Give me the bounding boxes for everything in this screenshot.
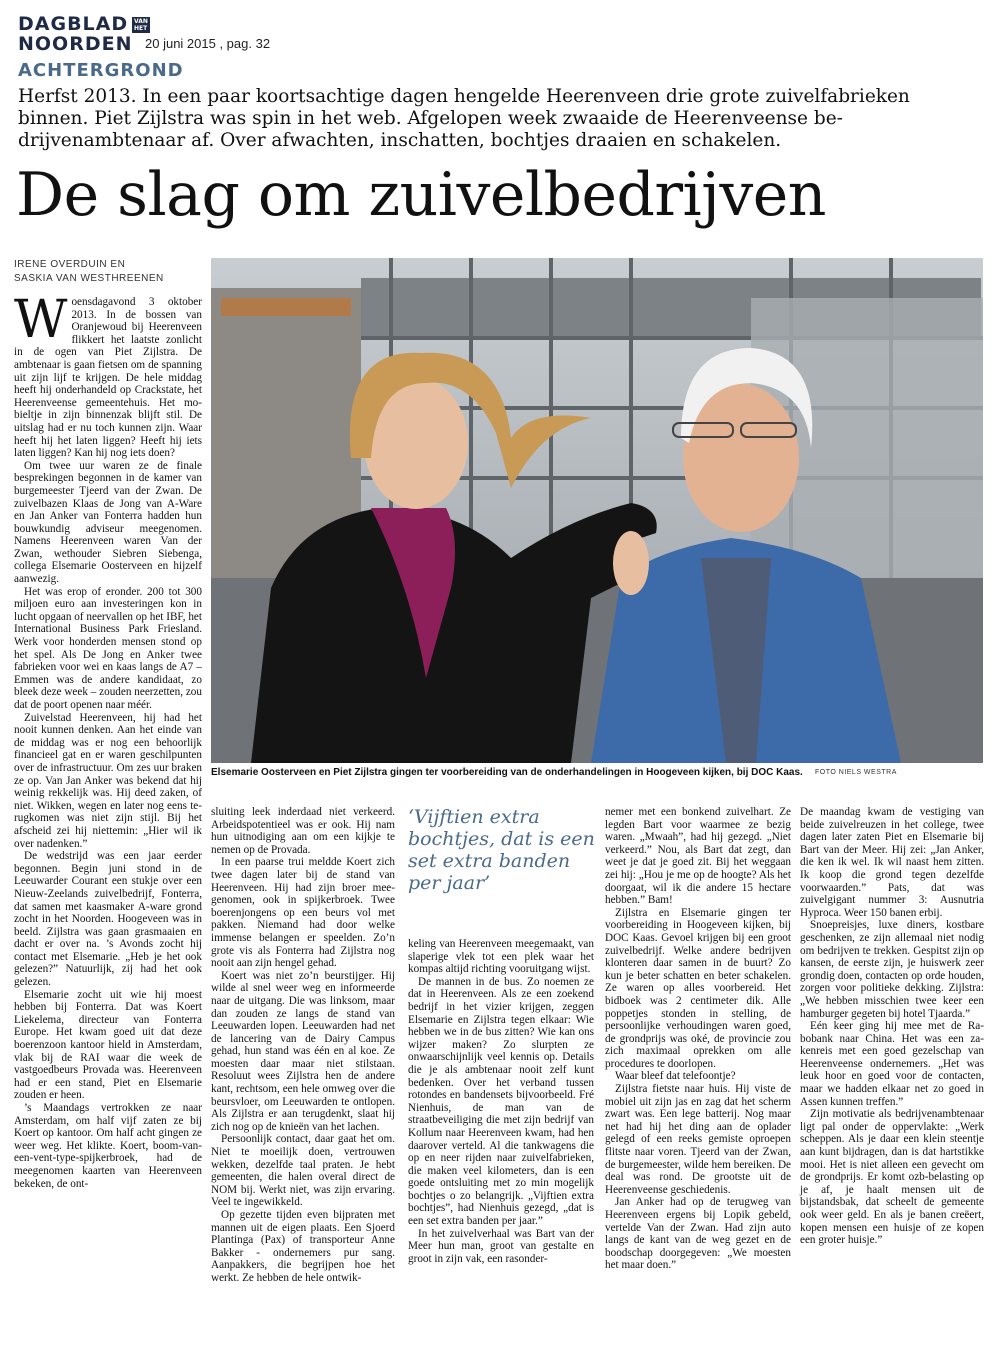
article-column-3 bbox=[408, 938, 594, 1265]
masthead-badge-line1: VAN bbox=[134, 18, 148, 25]
paragraph: Het was erop of eronder. 200 tot 300 miljoen euro aan investeringen kon in lucht opgaan of neervallen op het IBF, het International Business Park Friesland. Werk voor honderden mensen stond op het spel. Als De Jong en Anker twee fabrieken voor wei en kaas langs de A7 – Emmen was de andere kandidaat, zo bleek deze week – zouden neerzetten, zou dat de poort openen naar méér. bbox=[14, 585, 202, 711]
photo-caption: Elsemarie Oosterveen en Piet Zijlstra gingen ter voorbereiding van de onderhandelingen in Hoogeveen kijken, bij DOC Kaas. bbox=[211, 767, 803, 778]
paragraph: Koert was niet zo’n beurstijger. Hij wilde al snel weer weg en informeerde naar de uitgang. Die was linksom, maar dan zouden ze langs de stand van Leeuwarden lopen. Leeuwarden had net de lancering van de Dairy Campus gehad, hun stand was één en al koe. Ze moesten daar maar niet stilstaan. Resoluut wees Zijlstra hen de andere kant, rechtsom, een hele omweg over die beursvloer, om Leeuwarden te ontlopen. Als Zijlstra er aan terugdenkt, slaat hij zich nog op de knieën van het lachen. bbox=[211, 969, 395, 1133]
paragraph: oensdagavond 3 oktober 2013. In de bossen van Oranjewoud bij Heerenveen flikkert het laatste zonlicht in de ogen van Piet Zijlstra. De ambtenaar is gaan fietsen om de spanning uit zijn lijf te krijgen. De hele middag heeft hij onderhandeld op Crackstate, het Heerenveense gemeentehuis. Het mobieltje in zijn binnenzak blijft stil. De uitslag had er nu toch kunnen zijn. Waar heeft hij het laten liggen? Heeft hij iets laten liggen? Kan hij nog iets doen? bbox=[14, 296, 202, 460]
paragraph: Snoepreisjes, luxe diners, kostbare geschenken, ze zijn allemaal niet nodig om bedrijven te trekken. Gespitst zijn op kansen, de eerste zijn, je huiswerk zeer grondig doen, contacten op orde houden, zorgen voor politieke dekking. Zijlstra: „We hebben misschien twee keer een hamburger gegeten bij hotel Tjaarda.” bbox=[800, 919, 984, 1020]
masthead-line2: NOORDEN bbox=[18, 33, 133, 55]
paragraph: nemer met een bonkend zuivelhart. Ze legden Bart voor waarmee ze bezig waren. „Mwaah”, had hij gezegd. „Niet verkeerd.” Nou, als Bart dat zegt, dan weet je dat je goed zit. Bij het weggaan zei hij: „Hou je me op de hoogte? Als het doorgaat, wil ik die andere 15 hectare hebben.” Bam! bbox=[605, 806, 791, 907]
paragraph: Jan Anker had op de terugweg van Heerenveen ergens bij Lopik gebeld, vertelde Van der Zwan. Had zijn auto langs de kant van de weg gezet en de boodschap doorgegeven: „We moesten het maar doen.” bbox=[605, 1196, 791, 1272]
article-column-5 bbox=[800, 806, 984, 1247]
section-label: ACHTERGROND bbox=[18, 60, 184, 81]
article-column-1 bbox=[14, 290, 202, 1190]
paragraph: Zijlstra fietste naar huis. Hij viste de mobiel uit zijn jas en zag dat het scherm zwart was. Een lege batterij. Nog maar net had hij het ding aan de oplader gelegd of een reeks gemiste oproepen flitste naar voren. Tjeerd van der Zwan, de burgemeester, wilde hem bereiken. De deal was rond. De grootste uit de Heerenveense geschiedenis. bbox=[605, 1083, 791, 1196]
paragraph: Zijlstra en Elsemarie gingen ter voorbereiding in Hoogeveen kijken, bij DOC Kaas. Gevoel krijgen bij een groot zuivelbedrijf. Welke andere bedrijven klonteren daar samen in de buurt? Zo kun je beter schatten en beter schakelen. Ze waren op alles voorbereid. Het bidboek was 2 centimeter dik. Alle poppetjes stonden in stelling, de persoonlijke verhoudingen waren goed, de grondprijs was oké, de provincie zou zich maximaal oprekken om alle procedures te doorlopen. bbox=[605, 906, 791, 1070]
dropcap: W bbox=[14, 290, 68, 350]
pull-quote: ‘Vijftien extra bochtjes, dat is een set extra banden per jaar’ bbox=[408, 806, 595, 894]
dateline: 20 juni 2015 , pag. 32 bbox=[145, 36, 271, 51]
masthead-line1: DAGBLAD bbox=[18, 13, 129, 35]
paragraph: Waar bleef dat telefoontje? bbox=[615, 1070, 736, 1083]
article-column-2 bbox=[211, 806, 395, 1285]
photo-credit: FOTO NIELS WESTRA bbox=[815, 769, 897, 776]
paragraph: keling van Heerenveen meegemaakt, van slaperige vlek tot een plek waar het kompas altijd richting vooruitgang wijst. bbox=[408, 938, 594, 976]
paragraph: Om twee uur waren ze de finale besprekingen begonnen in de kamer van burgemeester Tjeerd van der Zwan. De zuivelbazen Klaas de Jong van A-Ware en Jan Anker van Fonterra hadden hun bouwkundig adviseur meegenomen. Namens Heerenveen waren Van der Zwan, wethouder Siebren Siebenga, collega Elsemarie Oosterveen en hijzelf aanwezig. bbox=[14, 459, 202, 586]
paragraph: ’s Maandags vertrokken ze naar Amsterdam, om half vijf zaten ze bij Koert op kantoor. Om half acht gingen ze weer weg. Het klikte. Koert, boom-van-een-vent-type-spijkerbroek, had de meegenomen kaarten van Heerenveen bekeken, de ont- bbox=[14, 1102, 202, 1190]
byline-line1: IRENE OVERDUIN EN bbox=[14, 259, 126, 270]
paragraph: De wedstrijd was een jaar eerder begonnen. Begin juni stond in de Leeuwarder Courant een stukje over een Nieuw-Zeelands zuivelbedrijf, Fonterra, dat samen met kaasmaker A-ware grond zocht in het Noorden. Hoogeveen was in beeld. Zijlstra was gaan grasmaaien en dacht er over na. ’s Avonds zocht hij contact met Elsemarie. „Heb je het ook gelezen?” Natuurlijk, zij had het ook gelezen. bbox=[14, 850, 202, 989]
article-column-4 bbox=[605, 806, 791, 1272]
intro-text: Herfst 2013. In een paar koortsachtige dagen hengelde Heerenveen drie grote zuivelfabrieken binnen. Piet Zijlstra was spin in het web. Afgelopen week zwaaide de Heerenveense bedrijvenambtenaar af. Over afwachten, inschatten, bochtjes draaien en schakelen. bbox=[18, 86, 910, 151]
byline-line2: SASKIA VAN WESTHREENEN bbox=[14, 273, 164, 284]
masthead-badge-line2: HET bbox=[134, 25, 148, 32]
paragraph: Elsemarie zocht uit wie hij moest hebben bij Fonterra. Dat was Koert Liekelema, directeur van Fonterra Europe. Het kwam goed uit dat deze boerenzoon kantoor hield in Amsterdam, vlak bij de RAI waar die week de vastgoedbeurs Provada was. Heerenveen had er een stand, Piet en Elsemarie zouden er heen. bbox=[14, 988, 202, 1102]
headline: De slag om zuivelbedrijven bbox=[16, 160, 826, 230]
paragraph: De mannen in de bus. Zo noemen ze dat in Heerenveen. Als ze een zoekend bedrijf in het vizier krijgen, zeggen Elsemarie en Zijlstra tegen elkaar: Wie hebben we in de bus zitten? Wie kan ons wijzer maken? Zo slurpten ze onwaarschijnlijk veel kennis op. Details die je als ambtenaar nooit zelf kunt bedenken. Over het verband tussen rotondes en bandensets bijvoorbeeld. Fré Nienhuis, de man van de straatbeveiliging die met zijn bedrijf van Kollum naar Heerenveen kwam, had hen daarover verteld. Al die tankwagens die op en neer rijden naar zuivelfabrieken, die maken veel kilometers, dan is een goede ontsluiting met zo min mogelijk bochtjes o zo belangrijk. „Vijftien extra bochtjes”, had Nienhuis gezegd, „dat is een set extra banden per jaar.” bbox=[408, 975, 594, 1228]
photo-illustration bbox=[211, 258, 983, 763]
paragraph: Op gezette tijden even bijpraten met mannen uit de eigen plaats. Een Sjoerd Plantinga (Pax) of transporteur Anne Bakker - ondernemers pur sang. Aanpakkers, die begrijpen hoe het werkt. Ze hebben de hele ontwik- bbox=[211, 1209, 395, 1284]
masthead-badge bbox=[132, 17, 150, 33]
paragraph: In het zuivelverhaal was Bart van der Meer hun man, groot van gestalte en groot in zijn vak, een rasonder- bbox=[408, 1227, 594, 1265]
paragraph: Eén keer ging hij mee met de Rabobank naar China. Het was een zakenreis met een goed gezelschap van Heerenveense ondernemers. „Het was leuk hoor en goed voor de contacten, maar we hadden elkaar net zo goed in Assen kunnen treffen.” bbox=[800, 1020, 984, 1108]
byline bbox=[14, 258, 164, 286]
paragraph: Persoonlijk contact, daar gaat het om. Niet te moeilijk doen, vertrouwen wekken, dezelfde taal praten. Je hebt gemeenten, die halen overal direct de NOM bij. Werkt niet, was zijn ervaring. Veel te ingewikkeld. bbox=[211, 1133, 395, 1209]
masthead bbox=[18, 13, 148, 55]
paragraph: Zuivelstad Heerenveen, hij had het nooit kunnen denken. Aan het einde van de middag was er nog een behoorlijk financieel gat en er waren geschilpunten over de infrastructuur. Om zes uur braken ze op. Van Jan Anker was bekend dat hij weinig rekkelijk was. Hij deed zaken, of niet. Wikken, wegen en later nog eens terugkomen was niet zijn stijl. Bij het afscheid zei hij niettemin: „Hier wil ik over nadenken.” bbox=[14, 711, 202, 850]
article-photo bbox=[211, 258, 983, 763]
paragraph: Zijn motivatie als bedrijvenambtenaar ligt pal onder de oppervlakte: „Werk scheppen. Als je daar een klein steentje aan kunt bijdragen, dan is dat hartstikke mooi. Het is niet alleen een gevecht om de grondprijs. Er komt ozb-belasting op je af, je haalt mensen uit de bijstandsbak, dat scheelt de gemeente ook weer geld. En als je banen creëert, kopen mensen een huisje of ze kopen een groter huisje.” bbox=[800, 1108, 984, 1247]
paragraph: In een paarse trui meldde Koert zich twee dagen later bij de stand van Heerenveen. Hij had zijn broer meegenomen, ook in spijkerbroek. Twee boerenjongens op een beurs vol met pakken. Niemand had door welke immense belangen er speelden. Zo’n grote vis als Fonterra had Zijlstra nog nooit aan zijn hengel gehad. bbox=[211, 856, 395, 970]
paragraph: De maandag kwam de vestiging van beide zuivelreuzen in het college, twee dagen later zaten Piet en Elsemarie bij Bart van der Meer. Hij zei: „Jan Anker, die ken ik wel. Ik wil naast hem zitten. Ik koop die grond tegen dezelfde voorwaarden.” Pats, dat was zuivelgigant nummer 3: Ausnutria Hyproca. Weer 150 banen erbij. bbox=[800, 806, 984, 919]
paragraph: sluiting leek inderdaad niet verkeerd. Arbeidspotentieel was er ook. Hij nam hun uitnodiging aan om een kijkje te nemen op de Provada. bbox=[211, 806, 395, 856]
